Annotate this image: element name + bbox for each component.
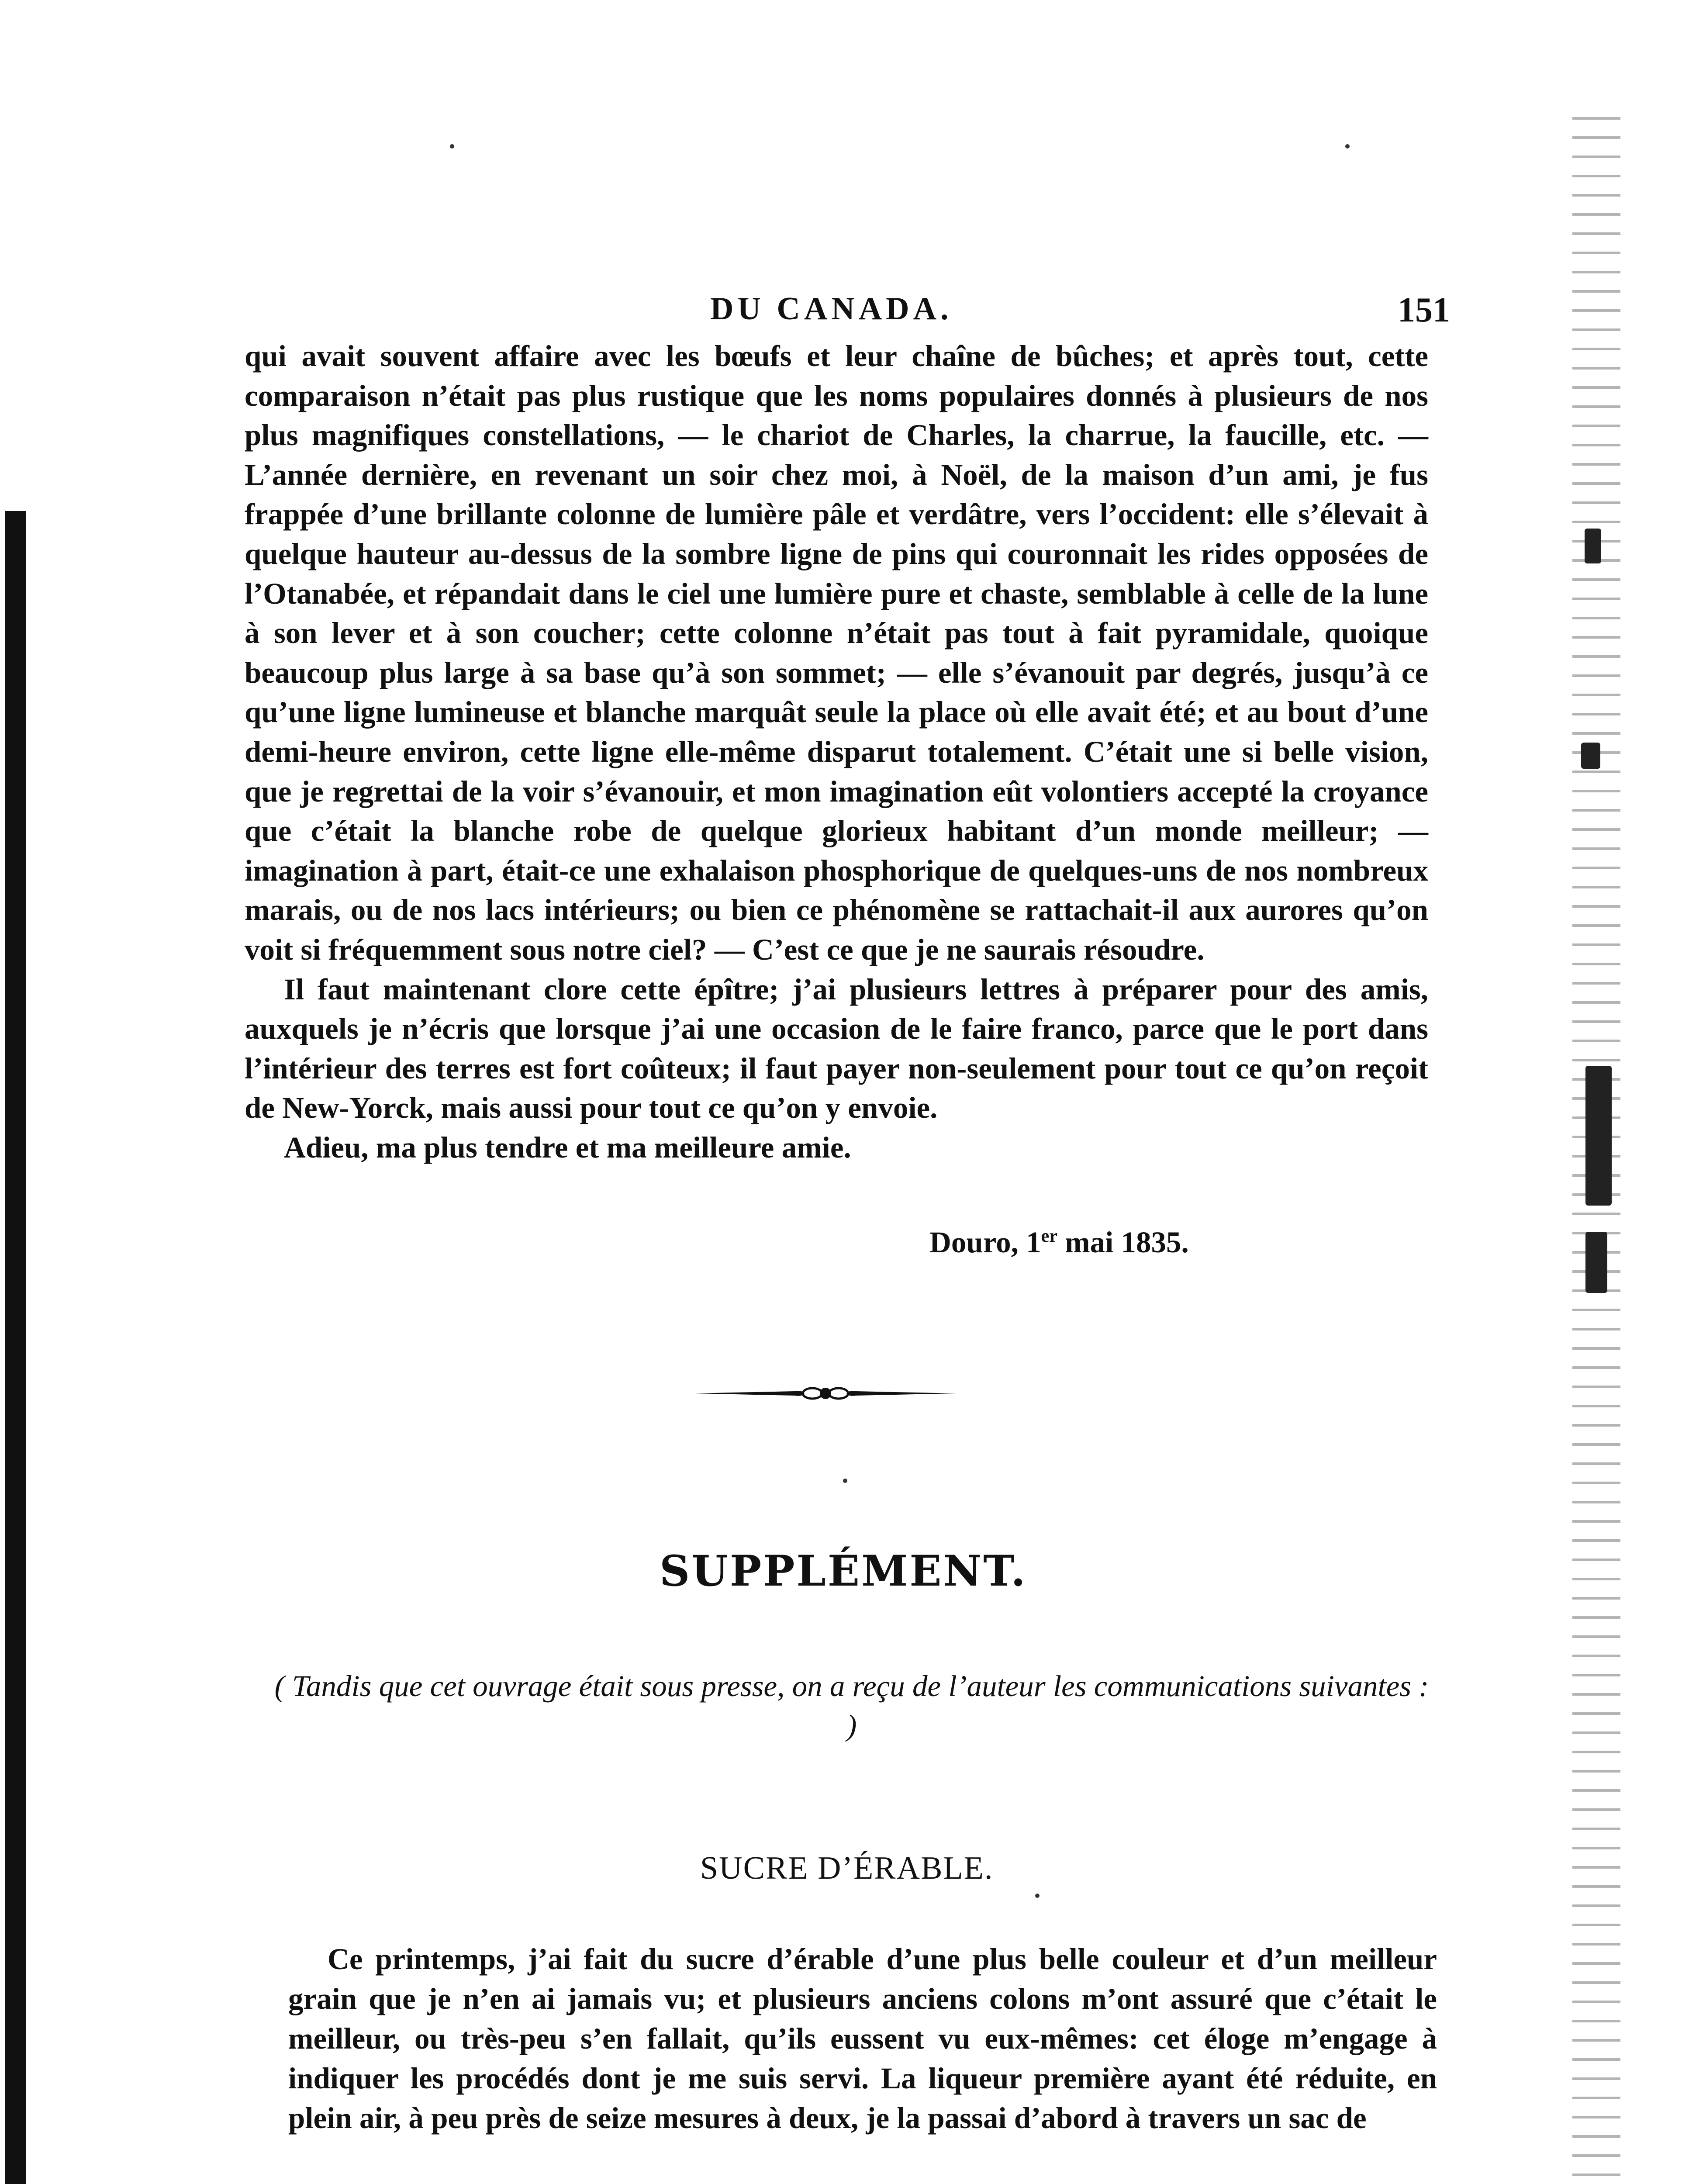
scan-speck — [843, 1479, 847, 1483]
scan-edge-mark — [1585, 1232, 1607, 1293]
scan-speck — [1035, 1894, 1040, 1898]
signature-place: Douro, 1 — [929, 1226, 1041, 1259]
section-title: SUCRE D’ÉRABLE. — [700, 1850, 994, 1886]
supplement-note: ( Tandis que cet ouvrage était sous presse, on a reçu de l’auteur les communications suivantes : ) — [274, 1669, 1429, 1742]
section-text — [288, 1939, 1437, 2138]
signature-date: mai 1835. — [1057, 1226, 1189, 1259]
letter-paragraph-2: Il faut maintenant clore cette épître; j’ai plusieurs lettres à préparer pour des amis, auxquels je n’écris que lorsque j’ai une occasion de le faire franco, parce que le port dans l’intérieur des terres est fort coûteux; il faut payer non-seulement pour tout ce qu’on reçoit de New-Yorck, mais aussi pour tout ce qu’on y envoie. — [245, 972, 1428, 1125]
scan-speck — [1345, 144, 1350, 149]
scan-edge-mark — [1581, 743, 1600, 769]
letter-signature — [929, 1225, 1189, 1260]
running-header — [245, 290, 1450, 339]
page-number: 151 — [1398, 291, 1450, 329]
ornament-divider-icon — [694, 1378, 957, 1409]
supplement-title: SUPPLÉMENT. — [660, 1546, 1027, 1596]
scan-edge-mark — [1585, 529, 1601, 563]
scan-speck — [450, 144, 454, 149]
signature-ordinal: er — [1041, 1226, 1057, 1246]
running-title: DU CANADA. — [710, 291, 953, 327]
scan-edge-mark — [1585, 1066, 1612, 1206]
section-paragraph: Ce printemps, j’ai fait du sucre d’érable d’une plus belle couleur et d’un meilleur grain que je n’en ai jamais vu; et plusieurs anciens colons m’ont assuré que c’était le meilleur, ou très-peu s’en fallait, qu’ils eussent vu eux-mêmes: cet éloge m’engage à indiquer les procédés dont je me suis servi. La liqueur première ayant été réduite, en plein air, à peu près de seize mesures à deux, je la passai d’abord à travers un sac de — [288, 1942, 1437, 2135]
scan-binding-shadow — [5, 511, 26, 2184]
letter-paragraph-1: qui avait souvent affaire avec les bœufs et leur chaîne de bûches; et après tout, cette comparaison n’était pas plus rustique que les noms populaires donnés à plusieurs de nos plus magnifiques constellations, — le chariot de Charles, la charrue, la faucille, etc. — L’année dernière, en revenant un soir chez moi, à Noël, de la maison d’un ami, je fus frappée d’une brillante colonne de lumière pâle et verdâtre, vers l’occident: elle s’élevait à quelque hauteur au-dessus de la sombre ligne de pins qui couronnait les rides opposées de l’Otanabée, et répandait dans le ciel une lumière pure et chaste, semblable à celle de la lune à son lever et à son coucher; cette colonne n’était pas tout à fait pyramidale, quoique beaucoup plus large à sa base qu’à son sommet; — elle s’évanouit par degrés, jusqu’à ce qu’une ligne lumineuse et blanche marquât seule la place où elle avait été; et au bout d’une demi-heure environ, cette ligne elle-même disparut totalement. C’était une si belle vision, que je regrettai de la voir s’évanouir, et mon imagination eût volontiers accepté la croyance que c’était la blanche robe de quelque glorieux habitant d’un monde meilleur; — imagination à part, était-ce une exhalaison phosphorique de quelques-uns de nos nombreux marais, ou de nos lacs intérieurs; ou bien ce phénomène se rattachait-il aux aurores qu’on voit si fréquemment sous notre ciel? — C’est ce que je ne saurais résoudre. — [245, 339, 1428, 966]
letter-paragraph-3: Adieu, ma plus tendre et ma meilleure amie. — [284, 1130, 851, 1164]
letter-text — [245, 336, 1428, 1167]
